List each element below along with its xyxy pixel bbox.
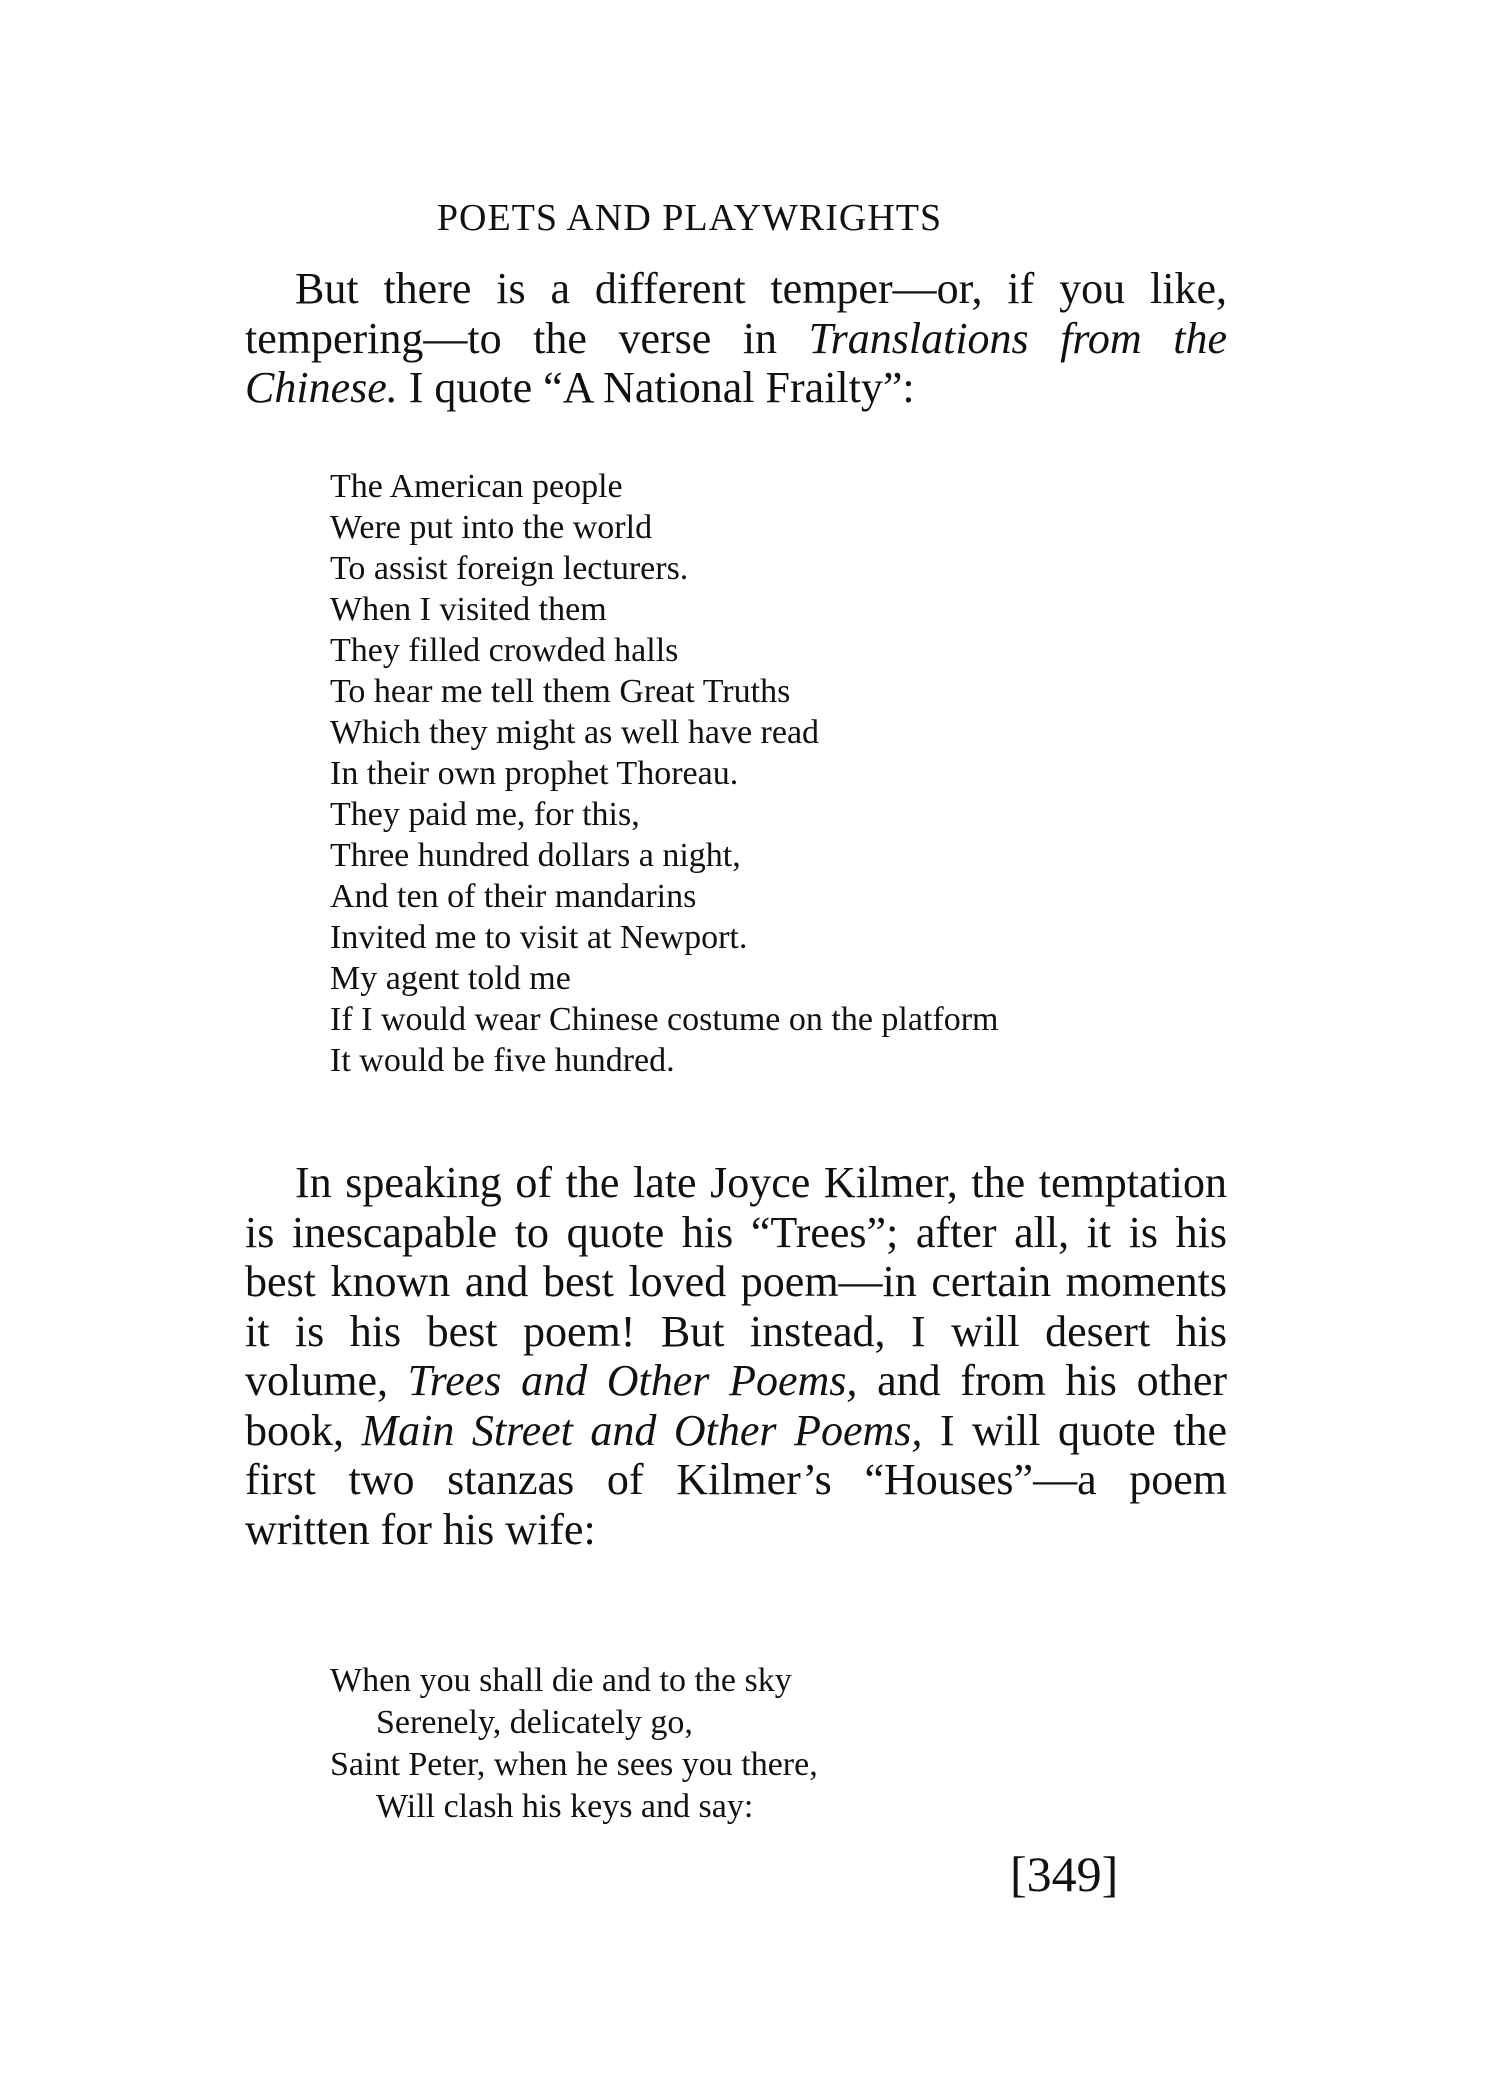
poem-line: Were put into the world [330, 509, 653, 546]
poem-line: Which they might as well have read [330, 714, 820, 751]
poem-line: The American people [330, 468, 623, 505]
poem-line: And ten of their mandarins [330, 878, 697, 915]
paragraph-2-text-2: and from his other book, [245, 1356, 1227, 1455]
poem-line: They paid me, for this, [330, 796, 640, 833]
poem-line: When I visited them [330, 591, 607, 628]
poem-line: It would be five hundred. [330, 1042, 675, 1079]
poem-line: If I would wear Chinese costume on the platform [330, 1001, 999, 1038]
paragraph-2 [245, 1158, 1227, 1554]
page-number: [349] [1010, 1846, 1119, 1902]
poem-line: Invited me to visit at Newport. [330, 919, 748, 956]
poem-line: They filled crowded halls [330, 632, 679, 669]
poem-line: Serenely, delicately go, [376, 1704, 693, 1741]
book-title-main-street: Main Street and Other Poems, [361, 1405, 923, 1455]
poem-line: When you shall die and to the sky [330, 1662, 792, 1699]
paragraph-1-text-before: But there is a different temper—or, if you like, tempering—to the verse in [245, 264, 1227, 363]
book-title-translations: Translations from the Chinese. [245, 313, 1227, 412]
poem-line: My agent told me [330, 960, 571, 997]
paragraph-1-text-after: I quote “A National Frailty”: [397, 363, 915, 412]
poem-line: To hear me tell them Great Truths [330, 673, 791, 710]
book-title-trees: Trees and Other Poems, [407, 1356, 858, 1405]
poem-line: In their own prophet Thoreau. [330, 755, 739, 792]
running-head: POETS AND PLAYWRIGHTS [436, 197, 943, 239]
paragraph-1 [245, 264, 1227, 413]
poem-line: Saint Peter, when he sees you there, [330, 1746, 818, 1783]
poem-line: Three hundred dollars a night, [330, 837, 741, 874]
poem-houses [330, 1660, 818, 1828]
poem-line: To assist foreign lecturers. [330, 550, 689, 587]
paragraph-2-text-3: I will quote the first two stanzas of Kilmer’s “Houses”—a poem written for his wife: [245, 1405, 1228, 1554]
poem-line: Will clash his keys and say: [376, 1788, 754, 1825]
poem-national-frailty [330, 466, 998, 1081]
paragraph-2-text-1: In speaking of the late Joyce Kilmer, the temptation is inescapable to quote his “Trees”; after all, it is his best known and best loved poem—in certain moments it is his best poem! But instead, I will desert his volume, [245, 1158, 1227, 1405]
